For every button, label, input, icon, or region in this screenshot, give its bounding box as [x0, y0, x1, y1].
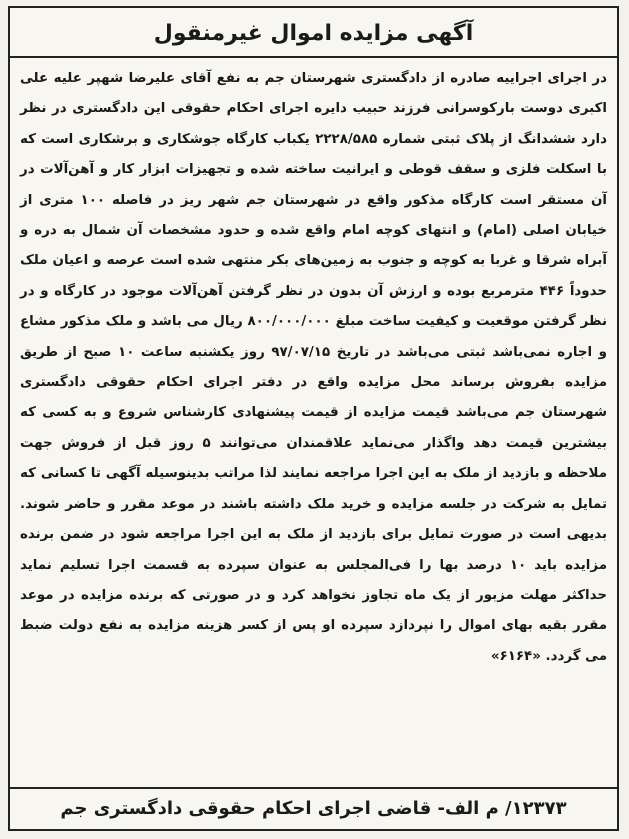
- notice-frame: [8, 6, 619, 831]
- notice-body: در اجرای اجراییه صادره از دادگستری شهرستان جم به نفع آقای علیرضا شهپر علیه علی اکبری دوست بارکوسرانی فرزند حبیب دایره اجرای احکام حقوقی این دادگستری در نظر دارد ششدانگ از پلاک ثبتی شماره ۲۲۲۸/۵۸۵ یکباب کارگاه جوشکاری و برشکاری است که با اسکلت فلزی و سقف قوطی و ایرانیت ساخته شده و تجهیزات ابزار کار و آهن‌آلات در آن مستقر است کارگاه مذکور واقع در شهرستان جم شهر ریز در فاصله ۱۰۰ متری از خیابان اصلی (امام) و انتهای کوچه امام واقع شده و حدود مشخصات آن شمال به دره و آبراه شرقا و غربا به کوچه و جنوب به زمین‌های بکر منتهی شده است عرصه و اعیان ملک حدوداً ۴۴۶ مترمربع بوده و ارزش آن بدون در نظر گرفتن آهن‌آلات موجود در کارگاه و در نظر گرفتن موقعیت و کیفیت ساخت مبلغ ۸۰۰/۰۰۰/۰۰۰ ریال می باشد و ملک مذکور مشاع و اجاره نمی‌باشد ثبتی می‌باشد در تاریخ ۹۷/۰۷/۱۵ روز یکشنبه ساعت ۱۰ صبح از طریق مزایده بفروش برساند محل مزایده واقع در دفتر اجرای احکام حقوقی دادگستری شهرستان جم می‌باشد قیمت مزایده از قیمت پیشنهادی کارشناس شروع و به کسی که بیشترین قیمت دهد واگذار می‌نماید علاقمندان می‌توانند ۵ روز قبل از فروش جهت ملاحظه و بازدید از ملک به این اجرا مراجعه نمایند لذا مراتب بدینوسیله آگهی تا کسانی که تمایل به شرکت در جلسه مزایده و خرید ملک داشته باشند در موعد مقرر و حاضر شوند. بدیهی است در صورت تمایل برای بازدید از ملک به این اجرا مراجعه شود در ضمن برنده مزایده باید ۱۰ درصد بها را فی‌المجلس به عنوان سپرده به قسمت اجرا تسلیم نماید حداکثر مهلت مزبور از یک ماه تجاوز نخواهد کرد و در صورتی که برنده مزایده در موعد مقرر بقیه بهای اموال را نپردازد سپرده او پس از کسر هزینه مزایده به نفع دولت ضبط می گردد. «۶۱۶۴»: [20, 71, 608, 664]
- notice-footer: ۱۲۳۷۳/ م الف- قاضی اجرای احکام حقوقی دادگستری جم: [10, 787, 617, 829]
- notice-title: آگهی مزایده اموال غیرمنقول: [10, 12, 617, 58]
